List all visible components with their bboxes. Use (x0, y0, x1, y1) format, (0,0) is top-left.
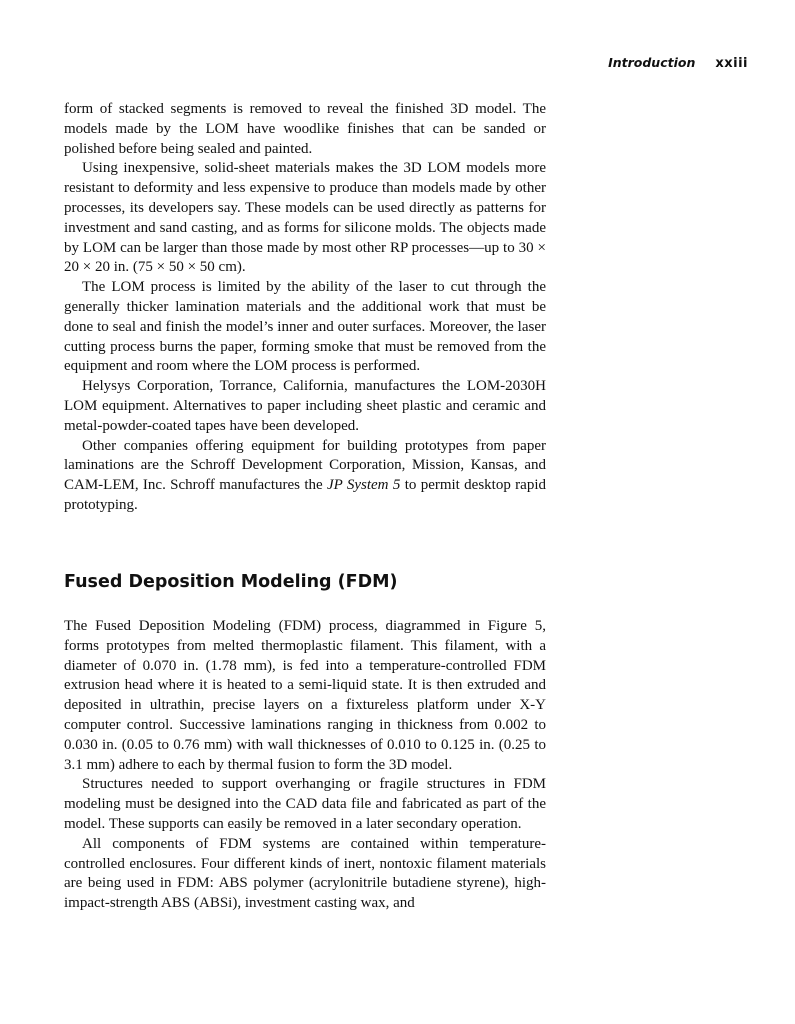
fdm-paragraph-1: The Fused Deposition Modeling (FDM) process, diagrammed in Figure 5, forms prototypes from melted thermoplastic filament. This filament, with a diameter of 0.070 in. (1.78 mm), is fed into a temperature-controlled FDM extrusion head where it is heated to a semi-liquid state. It is then extruded and deposited in ultrathin, precise layers on a fixtureless platform under X-Y computer control. Successive laminations ranging in thickness from 0.002 to 0.030 in. (0.05 to 0.76 mm) with wall thicknesses of 0.010 to 0.125 in. (0.25 to 3.1 mm) adhere to each by thermal fusion to form the 3D model. (64, 618, 546, 773)
lom-paragraph-5-text-start: Other companies offering equipment for building prototypes from paper laminations are the Schroff Development Corporation, Mission, Kansas, and CAM-LEM, Inc. Schroff manufactures the (64, 437, 546, 494)
lom-paragraph-2: Using inexpensive, solid-sheet materials makes the 3D LOM models more resistant to deformity and less expensive to produce than models made by other processes, its developers say. These models can be used directly as patterns for investment and sand casting, and as forms for silicone molds. The objects made by LOM can be larger than those made by most other RP processes—up to 30 × 20 × 20 in. (75 × 50 × 50 cm). (64, 160, 546, 276)
lom-paragraph-4: Helysys Corporation, Torrance, California, manufactures the LOM-2030H LOM equipment. Alternatives to paper including sheet plastic and ceramic and metal-powder-coated tapes have been developed. (64, 378, 546, 434)
fdm-paragraph-2: Structures needed to support overhanging or fragile structures in FDM modeling must be designed into the CAD data file and fabricated as part of the model. These supports can easily be removed in a later secondary operation. (64, 776, 546, 832)
lom-text-block (64, 100, 546, 516)
lom-paragraph-5 (64, 437, 546, 516)
lom-paragraph-1: form of stacked segments is removed to reveal the finished 3D model. The models made by the LOM have woodlike finishes that can be sanded or polished before being sealed and painted. (64, 101, 546, 157)
fdm-paragraph-3: All components of FDM systems are contained within temperature-controlled enclosures. Four different kinds of inert, nontoxic filament materials are being used in FDM: ABS polymer (acrylonitrile butadiene styrene), high-impact-strength ABS (ABSi), investment casting wax, and (64, 835, 546, 912)
running-head-section: Introduction (608, 55, 696, 70)
running-head (608, 55, 748, 71)
lom-paragraph-5-text-end: to permit desktop rapid prototyping. (64, 477, 546, 513)
page-number: xxiii (715, 56, 748, 71)
section-heading-fdm: Fused Deposition Modeling (FDM) (64, 572, 398, 592)
jp-system-5-product-name: JP System 5 (326, 477, 401, 494)
lom-paragraph-3: The LOM process is limited by the ability of the laser to cut through the generally thicker lamination materials and the additional work that must be done to seal and finish the model’s inner and outer surfaces. Moreover, the laser cutting process burns the paper, forming smoke that must be removed from the equipment and room where the LOM process is performed. (64, 279, 546, 375)
fdm-text-block (64, 617, 546, 914)
